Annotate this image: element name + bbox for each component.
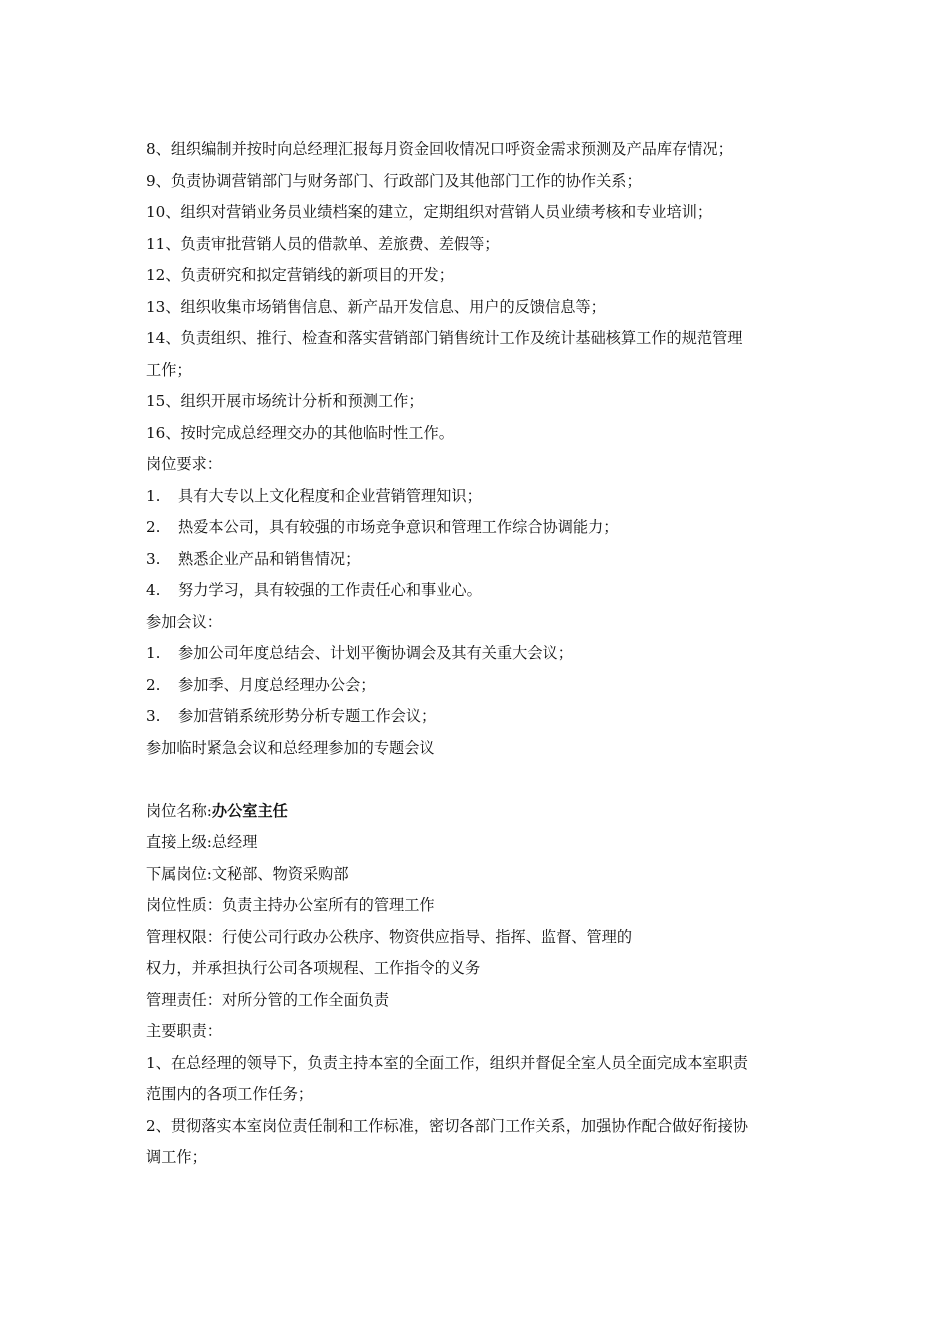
position-title-label: 岗位名称: [146, 801, 212, 820]
meeting-item [146, 638, 814, 670]
duty-item-9: 9、负责协调营销部门与财务部门、行政部门及其他部门工作的协作关系； [146, 171, 642, 190]
duty-item-12: 12、负责研究和拟定营销线的新项目的开发； [146, 266, 454, 284]
meeting-number: 1. [146, 644, 161, 662]
management-responsibility: 管理责任：对所分管的工作全面负责 [146, 990, 389, 1009]
duty-item-13: 13、组织收集市场销售信息、新产品开发信息、用户的反馈信息等； [146, 297, 606, 316]
requirement-item [146, 544, 814, 576]
management-authority: 管理权限：行使公司行政办公秩序、物资供应指导、指挥、监督、管理的 [146, 927, 632, 946]
subordinate-positions: 下属岗位:文秘部、物资采购部 [146, 864, 349, 883]
requirement-text: 熟悉企业产品和销售情况； [178, 549, 361, 568]
meeting-text: 参加公司年度总结会、计划平衡协调会及其有关重大会议； [178, 644, 573, 662]
position-title-value: 办公室主任 [211, 801, 288, 820]
meeting-number: 3. [146, 707, 161, 725]
requirement-number: 1. [146, 486, 161, 505]
requirement-item [146, 512, 814, 544]
requirement-text: 热爱本公司，具有较强的市场竞争意识和管理工作综合协调能力； [178, 518, 619, 536]
duty-item-14: 14、负责组织、推行、检查和落实营销部门销售统计工作及统计基础核算工作的规范管理 [146, 329, 743, 347]
requirement-number: 2. [146, 518, 161, 536]
requirement-item [146, 575, 814, 607]
duty-item-11: 11、负责审批营销人员的借款单、差旅费、差假等； [146, 234, 500, 253]
duty-item-15: 15、组织开展市场统计分析和预测工作； [146, 392, 424, 410]
main-duties-heading: 主要职责： [146, 1022, 222, 1040]
duty-item-8: 8、组织编制并按时向总经理汇报每月资金回收情况口呼资金需求预测及产品库存情况； [146, 140, 733, 158]
requirement-text: 具有大专以上文化程度和企业营销管理知识； [178, 486, 482, 505]
duty-item-10: 10、组织对营销业务员业绩档案的建立，定期组织对营销人员业绩考核和专业培训； [146, 203, 713, 221]
position-title [146, 796, 814, 828]
requirements-heading: 岗位要求： [146, 455, 222, 473]
office-duty-item-1-continued: 范围内的各项工作任务； [146, 1085, 314, 1103]
office-duty-item-1: 1、在总经理的领导下，负责主持本室的全面工作，组织并督促全室人员全面完成本室职责 [146, 1053, 748, 1072]
document-page [146, 134, 814, 1174]
meeting-number: 2. [146, 675, 161, 694]
office-duty-item-2: 2、贯彻落实本室岗位责任制和工作标准，密切各部门工作关系，加强协作配合做好衔接协 [146, 1116, 748, 1135]
office-duty-item-2-continued: 调工作； [146, 1148, 207, 1166]
requirement-number: 3. [146, 549, 161, 568]
management-authority-continued: 权力，并承担执行公司各项规程、工作指令的义务 [146, 959, 481, 977]
duty-item-14-continued: 工作； [146, 360, 192, 379]
meeting-extra: 参加临时紧急会议和总经理参加的专题会议 [146, 738, 435, 757]
section-gap [146, 764, 814, 796]
direct-superior: 直接上级:总经理 [146, 833, 258, 851]
requirement-text: 努力学习，具有较强的工作责任心和事业心。 [178, 581, 482, 599]
requirement-number: 4. [146, 581, 161, 599]
meeting-text: 参加季、月度总经理办公会； [178, 675, 376, 694]
meeting-item [146, 701, 814, 733]
meeting-item [146, 670, 814, 702]
meetings-heading: 参加会议： [146, 612, 222, 631]
duty-item-16: 16、按时完成总经理交办的其他临时性工作。 [146, 423, 454, 442]
position-nature: 岗位性质：负责主持办公室所有的管理工作 [146, 896, 435, 914]
meeting-text: 参加营销系统形势分析专题工作会议； [178, 707, 437, 725]
requirement-item [146, 481, 814, 513]
